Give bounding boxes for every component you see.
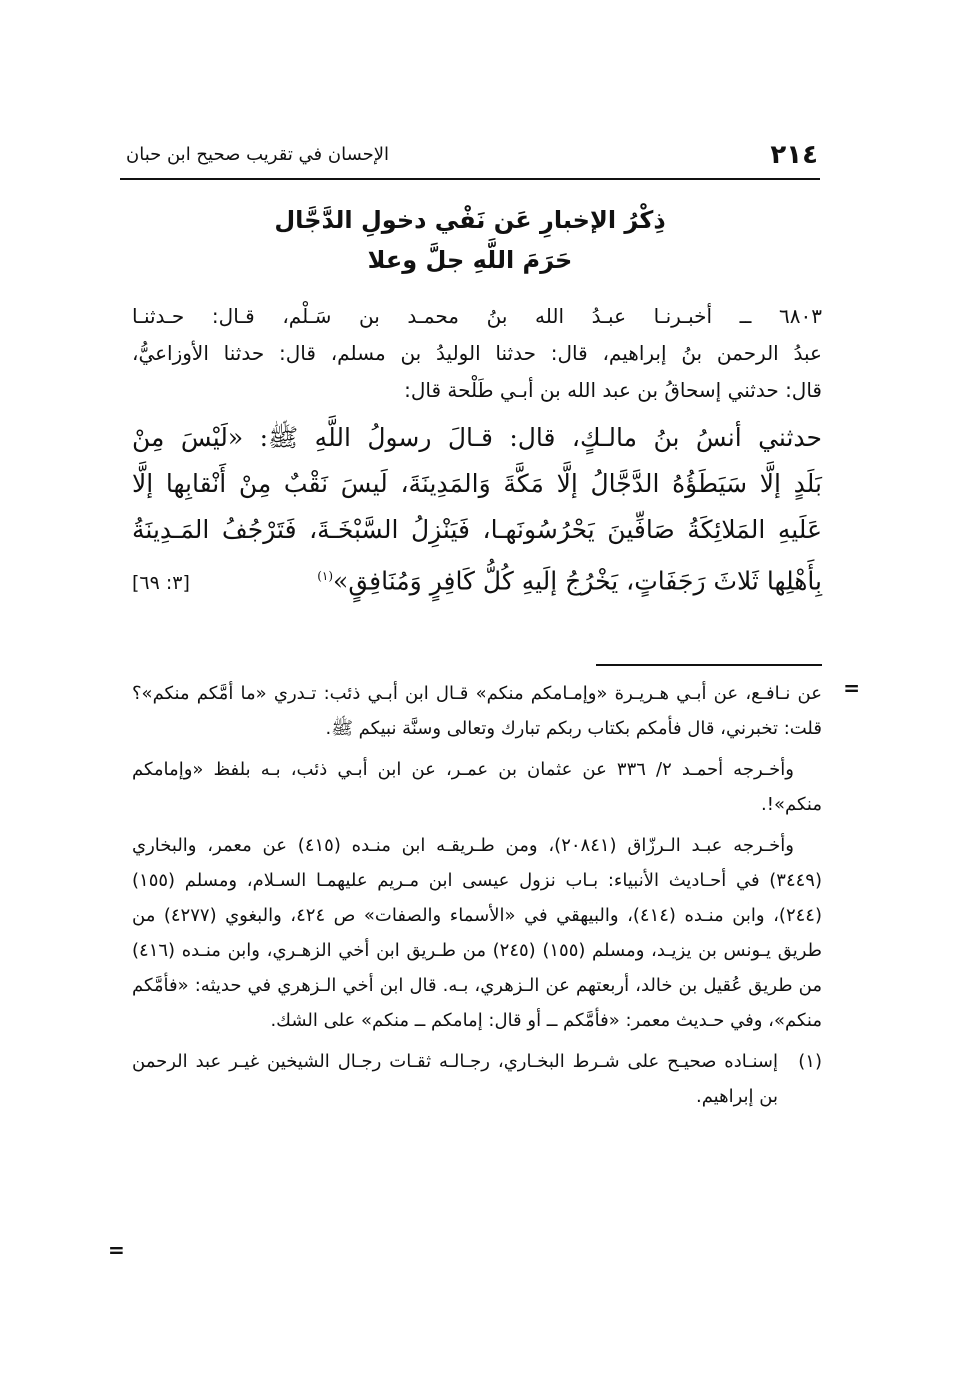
- matn-line-2: بَلَدٍ إلَّا سَيَطَؤُهُ الدَّجَّالُ إلَّا مَكَّةَ وَالمَدِينَةَ، لَيسَ نَقْبٌ مِنْ أَنْقابِها إلَّا: [132, 469, 822, 498]
- page-number: ٢١٤: [770, 140, 818, 170]
- isnad-line-2: عبدُ الرحمن بنُ إبراهيم، قال: حدثنا الوليدُ بن مسلم، قال: حدثنا الأوزاعيُّ،: [132, 341, 822, 365]
- running-title: الإحسان في تقريب صحيح ابن حبان: [126, 144, 390, 165]
- footnote-continued-para-2: وأخـرجه أحمـد ٢/ ٣٣٦ عن عثمان بن عمـر، عن ابن أبـي ذئب، بـه بلفظ «وإمامكم منكم»!.: [132, 759, 822, 815]
- hadith-text: [132, 298, 822, 606]
- footnote-1: [132, 1044, 822, 1114]
- footnote-1-text: إسنـاده صحيـح على شـرط البخـاري، رجـالـه ثقـات رجـال الشيخين غيـر عبد الرحمن بن إبراهيم.: [132, 1051, 778, 1107]
- matn-line-4: [132, 553, 822, 606]
- footnotes: [132, 676, 822, 1114]
- matn-last-text: بِأَهْلِها ثَلاثَ رَجَفَاتٍ، يَخْرُجُ إلَيهِ كُلُّ كَافِرٍ وَمُنَافِقٍ»: [333, 566, 822, 596]
- chapter-heading: [120, 200, 820, 280]
- continuation-mark-bottom: =: [108, 1238, 125, 1262]
- footnote-separator: [596, 664, 822, 666]
- matn-line-1: حدثني أنسُ بنُ مالـكٍ، قال: قـالَ رسولُ اللَّهِ ﷺ: «لَيْسَ مِنْ: [132, 423, 822, 452]
- footnote-continued-para-3: وأخـرجه عبـد الـرزّاق (٢٠٨٤١)، ومن طـريقـه ابن منـده (٤١٥) عن معمر، والبخاري (٣٤٤٩) في أحـاديث الأنبياء: بـاب نزول عيسى ابن مـريم عليهمـا السـلام، ومسلم (١٥٥) (٢٤٤)، وابن منـده (٤١٤)، والبيهقي في «الأسماء والصفات» ص ٤٢٤، والبغوي (٤٢٧٧) من طريق يـونس بن يزيـد، ومسلم (١٥٥) (٢٤٥) من طـريق ابن أخي الزهـري، وابن منـده (٤١٦) من طريق عُقيل بن خالد، أربعتهم عن الـزهري، بـه. قال ابن أخي الـزهري في حديثه: «فأمَّكم منكم»، وفي حـديث معمر: «فأمَّكم ــ أو قال: إمامكم ــ منكم» على الشك.: [132, 835, 822, 1031]
- matn-line-3: عَلَيهِ المَلائِكَةُ صَافِّينَ يَحْرُسُونَهـا، فَيَنْزِلُ السَّبْخَـةَ، فَتَرْجُفُ المَـدِينَةُ: [132, 515, 822, 544]
- hadith-reference: [٣: ٦٩]: [132, 572, 190, 595]
- isnad-line-3: قال: حدثني إسحاقُ بن عبد الله بن أبـي طَلْحة قال:: [404, 378, 822, 402]
- matn-last-text-wrap: [317, 553, 822, 604]
- page-header: [120, 138, 820, 180]
- hadith-matn: [132, 415, 822, 606]
- footnote-marker: (١): [317, 569, 334, 583]
- chapter-heading-line-2: حَرَمَ اللَّهِ جلَّ وعلا: [367, 246, 573, 274]
- isnad-line-1: ٦٨٠٣ ــ أخبـرنـا عبـدُ الله بنُ محمـد بن سَـلْم، قـال: حـدثنـا: [132, 304, 822, 328]
- chapter-heading-line-1: ذِكْرُ الإخبارِ عَن نَفْي دخولِ الدَّجَّال: [274, 206, 666, 234]
- footnote-1-number: (١): [798, 1051, 822, 1072]
- footnote-continued-para-1: عن نـافـع، عن أبـي هـريـرة «وإمـامكم منكم» قـال ابن أبـي ذئب: تـدري «ما أمَّكم منكم»؟ قلت: تخبرني، قال فأمكم بكتاب ربكم تبارك وتعالى وسنَّة نبيكم ﷺ.: [132, 683, 822, 739]
- continuation-mark-top: =: [843, 676, 860, 700]
